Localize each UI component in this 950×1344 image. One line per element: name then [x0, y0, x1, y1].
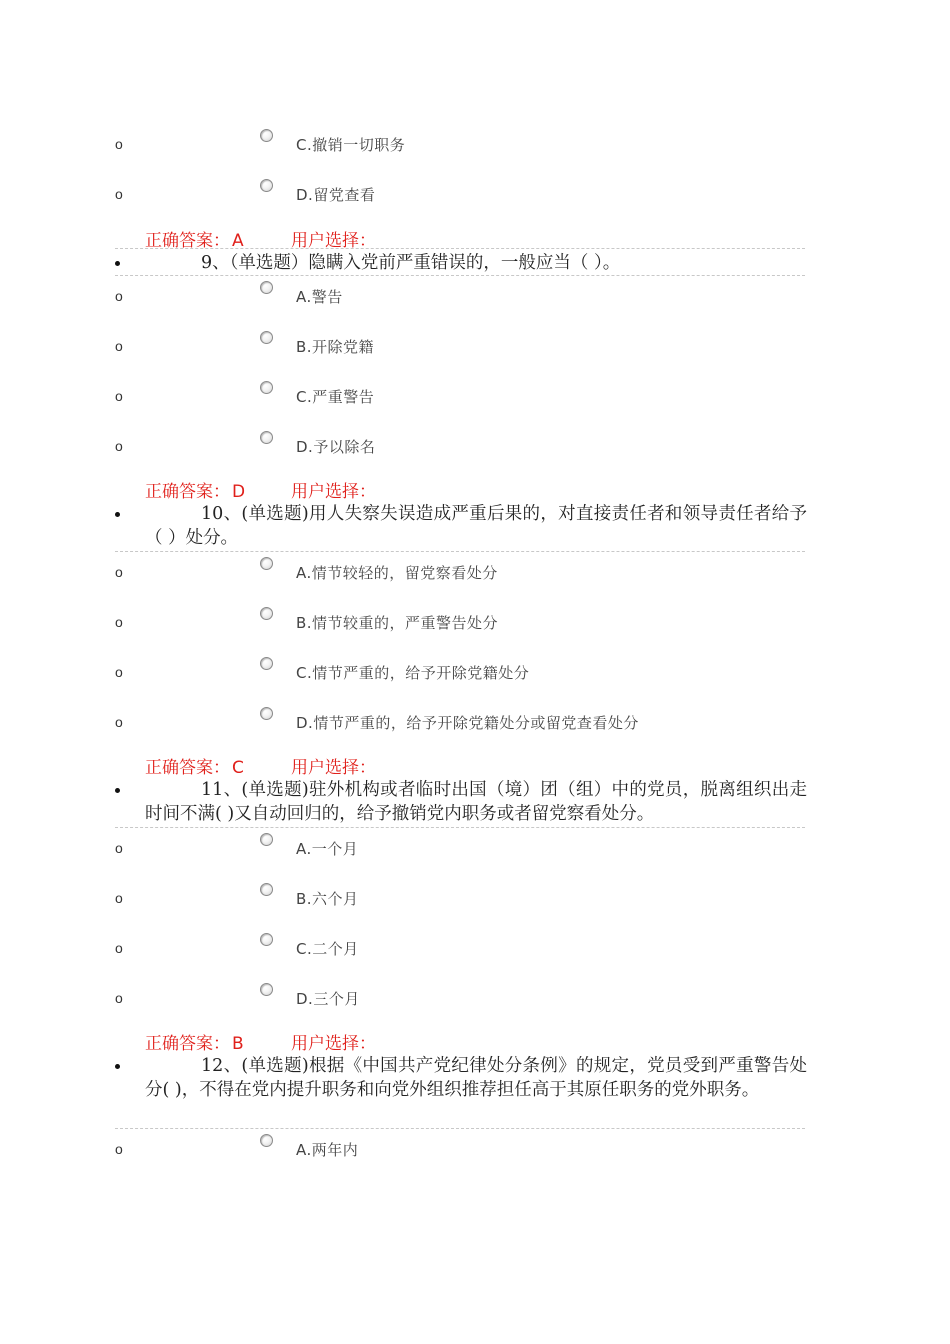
- user-choice-label: 用户选择：: [291, 482, 376, 502]
- radio-button[interactable]: [260, 933, 273, 946]
- radio-button[interactable]: [260, 833, 273, 846]
- option-label: A.两年内: [296, 1141, 359, 1159]
- correct-answer: D: [232, 482, 246, 502]
- correct-answer: C: [232, 758, 244, 778]
- correct-answer: A: [232, 231, 244, 251]
- option-bullet: o: [115, 564, 123, 580]
- option-bullet: o: [115, 714, 123, 730]
- option-label: B.情节较重的，严重警告处分: [296, 614, 499, 632]
- option-bullet: o: [115, 388, 123, 404]
- option-label: C.情节严重的，给予开除党籍处分: [296, 664, 530, 682]
- answer-prefix: 正确答案：: [145, 758, 230, 778]
- answer-line: [145, 753, 376, 778]
- answer-line: [145, 477, 376, 502]
- option-bullet: o: [115, 136, 123, 152]
- radio-button[interactable]: [260, 607, 273, 620]
- option-label: C.二个月: [296, 940, 359, 958]
- radio-button[interactable]: [260, 883, 273, 896]
- option-label: A.警告: [296, 288, 343, 306]
- question-bullet: [115, 512, 120, 517]
- option-bullet: o: [115, 186, 123, 202]
- correct-answer: B: [232, 1034, 244, 1054]
- radio-button[interactable]: [260, 381, 273, 394]
- option-label: B.六个月: [296, 890, 359, 908]
- user-choice-label: 用户选择：: [291, 1034, 376, 1054]
- option-bullet: o: [115, 1141, 123, 1157]
- option-bullet: o: [115, 288, 123, 304]
- option-label: D.三个月: [296, 990, 360, 1008]
- option-label: B.开除党籍: [296, 338, 375, 356]
- radio-button[interactable]: [260, 179, 273, 192]
- answer-prefix: 正确答案：: [145, 231, 230, 251]
- radio-button[interactable]: [260, 431, 273, 444]
- option-bullet: o: [115, 840, 123, 856]
- question-bullet: [115, 788, 120, 793]
- dashed-divider: [115, 275, 805, 276]
- dashed-divider: [115, 1128, 805, 1129]
- option-bullet: o: [115, 614, 123, 630]
- option-label: C.撤销一切职务: [296, 136, 406, 154]
- radio-button[interactable]: [260, 983, 273, 996]
- option-label: A.情节较轻的，留党察看处分: [296, 564, 498, 582]
- question-text: 12、(单选题)根据《中国共产党纪律处分条例》的规定，党员受到严重警告处分( )，不得在党内提升职务和向党外组织推荐担任高于其原任职务的党外职务。: [145, 1056, 807, 1100]
- radio-button[interactable]: [260, 557, 273, 570]
- option-label: D.情节严重的，给予开除党籍处分或留党查看处分: [296, 714, 639, 732]
- radio-button[interactable]: [260, 129, 273, 142]
- answer-prefix: 正确答案：: [145, 1034, 230, 1054]
- answer-prefix: 正确答案：: [145, 482, 230, 502]
- option-label: A.一个月: [296, 840, 359, 858]
- question-text: 10、(单选题)用人失察失误造成严重后果的，对直接责任者和领导责任者给予（ ）处分。: [145, 504, 807, 548]
- dashed-divider: [115, 551, 805, 552]
- user-choice-label: 用户选择：: [291, 758, 376, 778]
- option-label: D.留党查看: [296, 186, 376, 204]
- dashed-divider: [115, 827, 805, 828]
- question-text: 9、（单选题）隐瞒入党前严重错误的，一般应当（ ）。: [201, 253, 621, 273]
- option-label: D.予以除名: [296, 438, 376, 456]
- question-bullet: [115, 261, 120, 266]
- radio-button[interactable]: [260, 1134, 273, 1147]
- answer-line: [145, 1029, 376, 1054]
- radio-button[interactable]: [260, 707, 273, 720]
- option-bullet: o: [115, 664, 123, 680]
- option-label: C.严重警告: [296, 388, 375, 406]
- question-text: 11、(单选题)驻外机构或者临时出国（境）团（组）中的党员，脱离组织出走时间不满( )又自动回归的，给予撤销党内职务或者留党察看处分。: [145, 780, 807, 824]
- dashed-divider: [115, 248, 805, 249]
- question-bullet: [115, 1064, 120, 1069]
- option-bullet: o: [115, 940, 123, 956]
- radio-button[interactable]: [260, 331, 273, 344]
- option-bullet: o: [115, 438, 123, 454]
- option-bullet: o: [115, 990, 123, 1006]
- radio-button[interactable]: [260, 281, 273, 294]
- option-bullet: o: [115, 890, 123, 906]
- option-bullet: o: [115, 338, 123, 354]
- radio-button[interactable]: [260, 657, 273, 670]
- user-choice-label: 用户选择：: [291, 231, 376, 251]
